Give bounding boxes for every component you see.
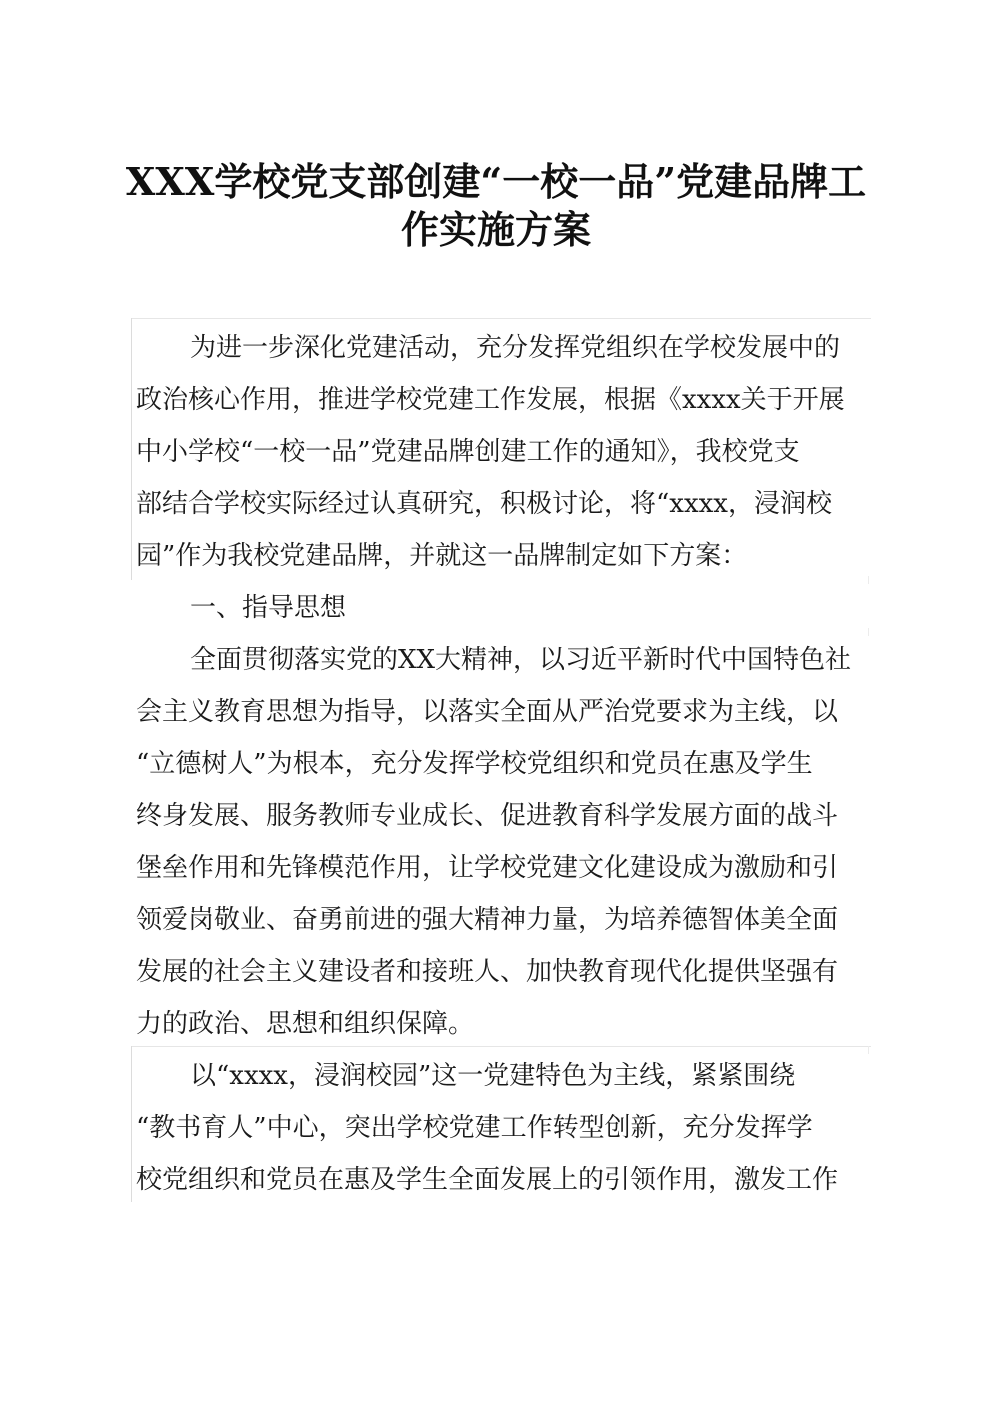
document-title-line-2: 作实施方案: [400, 207, 591, 252]
paragraph-line: 为进一步深化党建活动，充分发挥党组织在学校发展中的: [190, 333, 841, 363]
scan-guide-line: [868, 1046, 869, 1054]
paragraph-line: “教书育人”中心，突出学校党建工作转型创新，充分发挥学: [136, 1113, 813, 1143]
paragraph-line: 领爱岗敬业、奋勇前进的强大精神力量，为培养德智体美全面: [136, 905, 839, 935]
scan-guide-line: [131, 318, 871, 319]
paragraph-line: “立德树人”为根本，充分发挥学校党组织和党员在惠及学生: [136, 749, 813, 779]
paragraph-line: 发展的社会主义建设者和接班人、加快教育现代化提供坚强有: [136, 957, 839, 987]
paragraph-line: 园”作为我校党建品牌，并就这一品牌制定如下方案：: [136, 541, 748, 571]
paragraph-line: 终身发展、服务教师专业成长、促进教育科学发展方面的战斗: [136, 801, 839, 831]
scan-guide-line: [868, 628, 869, 636]
document-title-line-1: XXX学校党支部创建“一校一品”党建品牌工: [125, 159, 867, 204]
paragraph-line: 会主义教育思想为指导，以落实全面从严治党要求为主线，以: [136, 697, 839, 727]
paragraph-line: 中小学校“一校一品”党建品牌创建工作的通知》，我校党支: [136, 437, 800, 467]
paragraph-line: 部结合学校实际经过认真研究，积极讨论，将“xxxx，浸润校: [136, 489, 832, 519]
paragraph-line: 以“xxxx，浸润校园”这一党建特色为主线，紧紧围绕: [190, 1061, 796, 1091]
paragraph-line: 政治核心作用，推进学校党建工作发展，根据《xxxx关于开展: [136, 385, 845, 415]
section-heading: 一、指导思想: [190, 593, 347, 623]
document-body: [136, 322, 860, 1206]
paragraph-line: 校党组织和党员在惠及学生全面发展上的引领作用，激发工作: [136, 1165, 839, 1195]
scan-guide-line: [131, 318, 132, 580]
scan-guide-line: [868, 576, 869, 584]
paragraph-line: 全面贯彻落实党的XX大精神，以习近平新时代中国特色社: [190, 645, 852, 675]
paragraph-line: 堡垒作用和先锋模范作用，让学校党建文化建设成为激励和引: [136, 853, 839, 883]
paragraph-line: 力的政治、思想和组织保障。: [136, 1009, 475, 1039]
scan-guide-line: [131, 1046, 132, 1202]
